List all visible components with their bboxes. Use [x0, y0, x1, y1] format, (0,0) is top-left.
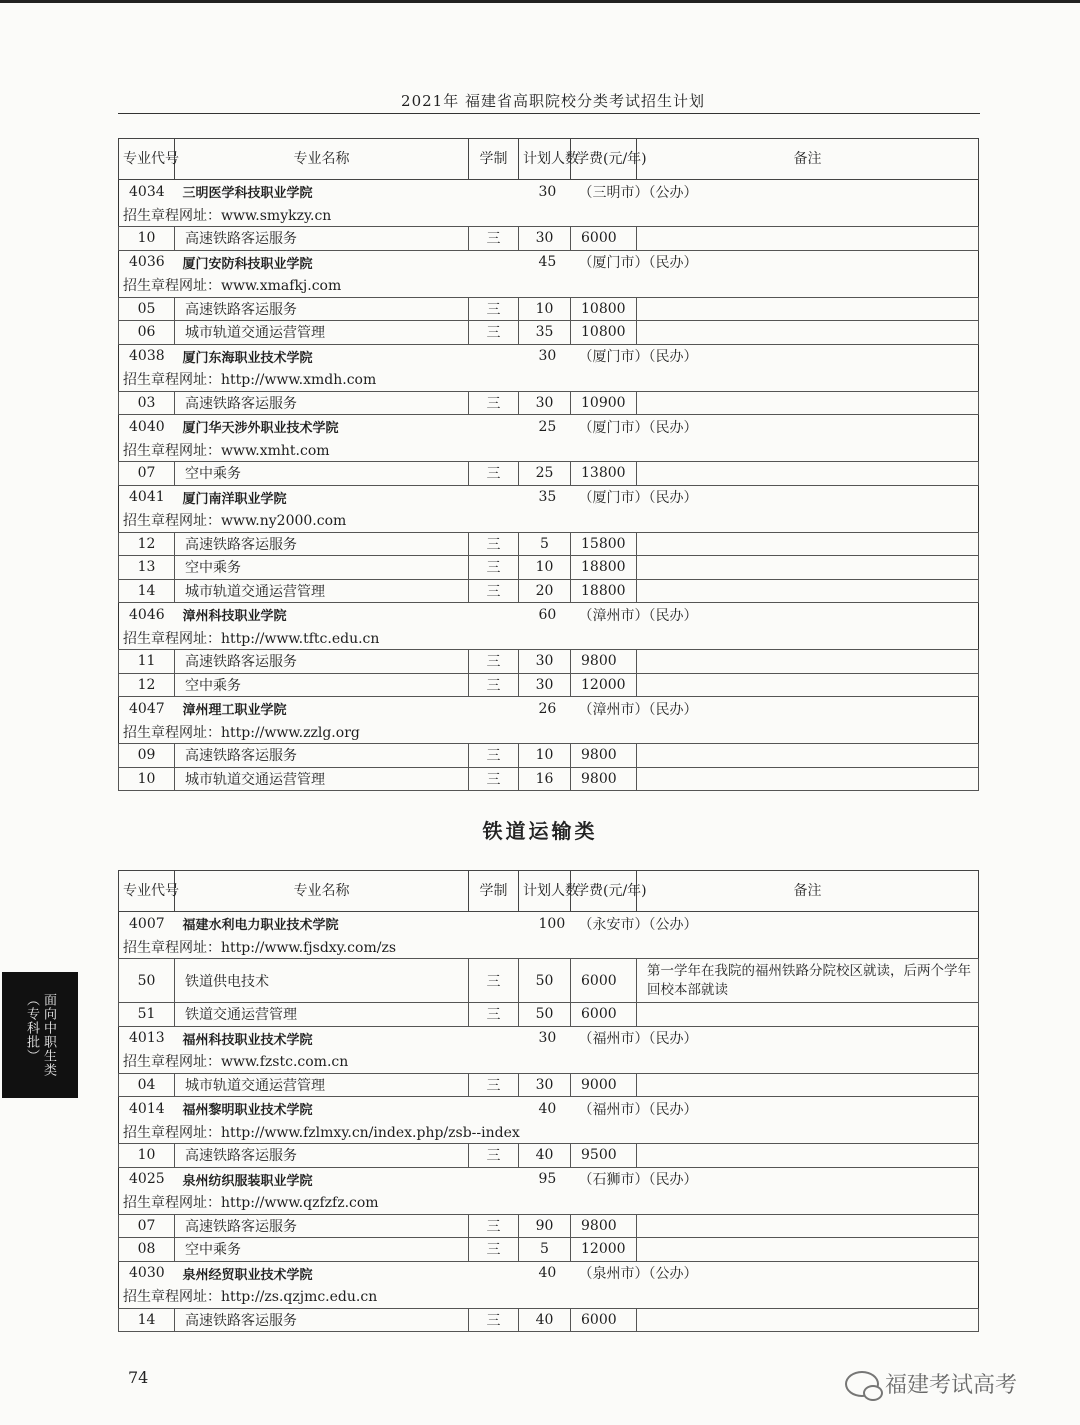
school-code: 4046 — [119, 603, 175, 627]
school-location: （厦门市）（民办） — [571, 415, 979, 439]
major-years: 三 — [469, 1308, 519, 1332]
school-row — [119, 697, 979, 721]
school-url-row — [119, 1285, 979, 1309]
major-code: 04 — [119, 1073, 175, 1097]
major-row — [119, 556, 979, 580]
watermark — [845, 1368, 1017, 1399]
major-years: 三 — [469, 673, 519, 697]
major-plan: 5 — [519, 1238, 571, 1262]
major-fee: 9500 — [571, 1144, 637, 1168]
major-note — [637, 1144, 979, 1168]
major-years: 三 — [469, 1144, 519, 1168]
major-row — [119, 959, 979, 1003]
wechat-icon — [845, 1371, 879, 1397]
url-link[interactable]: www.xmht.com — [221, 442, 330, 459]
major-years: 三 — [469, 1238, 519, 1262]
major-code: 06 — [119, 321, 175, 345]
table-header-row — [119, 139, 979, 180]
major-note — [637, 391, 979, 415]
school-location: （三明市）（公办） — [571, 180, 979, 204]
major-note: 第一学年在我院的福州铁路分院校区就读，后两个学年回校本部就读 — [637, 959, 979, 1003]
major-plan: 40 — [519, 1308, 571, 1332]
major-years: 三 — [469, 744, 519, 768]
major-years: 三 — [469, 1214, 519, 1238]
major-row — [119, 1073, 979, 1097]
major-code: 10 — [119, 1144, 175, 1168]
major-code: 12 — [119, 673, 175, 697]
school-url — [119, 368, 979, 392]
major-name: 空中乘务 — [175, 673, 469, 697]
url-label: 招生章程网址： — [123, 278, 221, 294]
school-location: （福州市）（民办） — [571, 1026, 979, 1050]
major-name: 高速铁路客运服务 — [175, 1214, 469, 1238]
major-note — [637, 673, 979, 697]
col-years: 学制 — [469, 139, 519, 180]
major-years: 三 — [469, 556, 519, 580]
major-plan: 30 — [519, 673, 571, 697]
col-fee: 学费(元/年) — [571, 871, 637, 912]
major-row — [119, 1003, 979, 1027]
school-location: （漳州市）（民办） — [571, 603, 979, 627]
major-plan: 20 — [519, 579, 571, 603]
major-name: 高速铁路客运服务 — [175, 532, 469, 556]
major-code: 07 — [119, 1214, 175, 1238]
col-plan: 计划人数 — [519, 139, 571, 180]
major-row — [119, 744, 979, 768]
running-head: 2021年 福建省高职院校分类考试招生计划 — [401, 92, 705, 110]
major-note — [637, 321, 979, 345]
major-note — [637, 650, 979, 674]
school-name: 泉州纺织服装职业学院 — [175, 1167, 469, 1191]
major-row — [119, 1144, 979, 1168]
col-code: 专业代号 — [119, 871, 175, 912]
school-url — [119, 720, 979, 744]
school-url-row — [119, 509, 979, 533]
major-row — [119, 297, 979, 321]
school-url-row — [119, 720, 979, 744]
major-name: 空中乘务 — [175, 556, 469, 580]
col-name: 专业名称 — [175, 139, 469, 180]
school-name: 厦门南洋职业学院 — [175, 485, 469, 509]
major-note — [637, 556, 979, 580]
major-row — [119, 767, 979, 791]
enrollment-table-2 — [118, 870, 979, 1332]
major-row — [119, 227, 979, 251]
major-plan: 30 — [519, 391, 571, 415]
major-name: 高速铁路客运服务 — [175, 297, 469, 321]
major-fee: 10900 — [571, 391, 637, 415]
major-code: 51 — [119, 1003, 175, 1027]
major-plan: 5 — [519, 532, 571, 556]
major-years: 三 — [469, 391, 519, 415]
school-blank — [469, 1261, 519, 1285]
major-name: 城市轨道交通运营管理 — [175, 321, 469, 345]
school-plan: 60 — [519, 603, 571, 627]
url-label: 招生章程网址： — [123, 1289, 221, 1305]
major-years: 三 — [469, 1003, 519, 1027]
major-code: 14 — [119, 1308, 175, 1332]
school-blank — [469, 912, 519, 936]
major-fee: 9800 — [571, 744, 637, 768]
school-url — [119, 1050, 979, 1074]
school-blank — [469, 697, 519, 721]
url-label: 招生章程网址： — [123, 442, 221, 459]
col-fee: 学费(元/年) — [571, 139, 637, 180]
major-row — [119, 1238, 979, 1262]
major-code: 03 — [119, 391, 175, 415]
major-name: 城市轨道交通运营管理 — [175, 1073, 469, 1097]
school-blank — [469, 1167, 519, 1191]
major-code: 10 — [119, 227, 175, 251]
school-location: （厦门市）（民办） — [571, 344, 979, 368]
url-link[interactable]: http://www.fzlmxy.cn/index.php/zsb--index — [221, 1124, 520, 1141]
school-location: （石狮市）（民办） — [571, 1167, 979, 1191]
school-code: 4025 — [119, 1167, 175, 1191]
school-name: 泉州经贸职业技术学院 — [175, 1261, 469, 1285]
major-note — [637, 297, 979, 321]
school-name: 福州科技职业技术学院 — [175, 1026, 469, 1050]
major-name: 空中乘务 — [175, 462, 469, 486]
school-url-row — [119, 626, 979, 650]
major-note — [637, 1214, 979, 1238]
school-plan: 30 — [519, 1026, 571, 1050]
url-label: 招生章程网址： — [123, 1124, 221, 1141]
major-plan: 25 — [519, 462, 571, 486]
school-row — [119, 180, 979, 204]
school-url — [119, 1120, 979, 1144]
major-code: 11 — [119, 650, 175, 674]
major-fee: 13800 — [571, 462, 637, 486]
major-fee: 9800 — [571, 650, 637, 674]
major-fee: 9800 — [571, 767, 637, 791]
major-code: 50 — [119, 959, 175, 1003]
school-name: 福建水利电力职业技术学院 — [175, 912, 469, 936]
enrollment-table-1 — [118, 138, 979, 791]
school-name: 福州黎明职业技术学院 — [175, 1097, 469, 1121]
school-blank — [469, 250, 519, 274]
school-location: （永安市）（公办） — [571, 912, 979, 936]
school-url — [119, 438, 979, 462]
major-name: 空中乘务 — [175, 1238, 469, 1262]
major-row — [119, 321, 979, 345]
major-plan: 30 — [519, 227, 571, 251]
school-blank — [469, 344, 519, 368]
url-link[interactable]: www.fzstc.com.cn — [221, 1054, 349, 1070]
school-url-row — [119, 368, 979, 392]
major-fee: 9000 — [571, 1073, 637, 1097]
table-header-row — [119, 871, 979, 912]
major-code: 14 — [119, 579, 175, 603]
url-link[interactable]: http://www.xmdh.com — [221, 372, 377, 388]
school-plan: 30 — [519, 344, 571, 368]
major-plan: 90 — [519, 1214, 571, 1238]
major-note — [637, 579, 979, 603]
school-code: 4041 — [119, 485, 175, 509]
school-location: （泉州市）（公办） — [571, 1261, 979, 1285]
side-tab-line2: （专科批） — [24, 993, 39, 1063]
major-note — [637, 1238, 979, 1262]
major-row — [119, 650, 979, 674]
major-plan: 50 — [519, 1003, 571, 1027]
school-code: 4030 — [119, 1261, 175, 1285]
major-code: 05 — [119, 297, 175, 321]
school-location: （厦门市）（民办） — [571, 250, 979, 274]
school-blank — [469, 1026, 519, 1050]
school-name: 漳州理工职业学院 — [175, 697, 469, 721]
school-code: 4007 — [119, 912, 175, 936]
col-code: 专业代号 — [119, 139, 175, 180]
major-row — [119, 391, 979, 415]
major-years: 三 — [469, 532, 519, 556]
major-fee: 6000 — [571, 959, 637, 1003]
school-location: （福州市）（民办） — [571, 1097, 979, 1121]
school-url-row — [119, 203, 979, 227]
school-url — [119, 626, 979, 650]
school-url-row — [119, 1050, 979, 1074]
school-url-row — [119, 274, 979, 298]
school-name: 漳州科技职业学院 — [175, 603, 469, 627]
school-location: （厦门市）（民办） — [571, 485, 979, 509]
major-name: 高速铁路客运服务 — [175, 1144, 469, 1168]
major-row — [119, 579, 979, 603]
major-name: 高速铁路客运服务 — [175, 744, 469, 768]
school-row — [119, 1026, 979, 1050]
major-fee: 18800 — [571, 556, 637, 580]
school-url-row — [119, 935, 979, 959]
top-rule — [0, 0, 1080, 3]
major-fee: 12000 — [571, 673, 637, 697]
school-url-row — [119, 1191, 979, 1215]
major-plan: 10 — [519, 297, 571, 321]
major-years: 三 — [469, 650, 519, 674]
major-code: 10 — [119, 767, 175, 791]
major-note — [637, 1308, 979, 1332]
major-fee: 9800 — [571, 1214, 637, 1238]
url-link[interactable]: http://www.qzfzfz.com — [221, 1195, 379, 1211]
major-plan: 30 — [519, 1073, 571, 1097]
major-fee: 10800 — [571, 321, 637, 345]
url-label: 招生章程网址： — [123, 372, 221, 388]
major-fee: 6000 — [571, 1308, 637, 1332]
table-body — [119, 912, 979, 1332]
url-link[interactable]: http://zs.qzjmc.edu.cn — [221, 1289, 378, 1305]
url-label: 招生章程网址： — [123, 207, 221, 224]
col-note: 备注 — [637, 139, 979, 180]
school-plan: 40 — [519, 1261, 571, 1285]
school-plan: 95 — [519, 1167, 571, 1191]
url-label: 招生章程网址： — [123, 1195, 221, 1211]
school-code: 4014 — [119, 1097, 175, 1121]
major-note — [637, 767, 979, 791]
school-row — [119, 344, 979, 368]
url-link[interactable]: www.smykzy.cn — [221, 207, 332, 224]
school-row — [119, 415, 979, 439]
major-row — [119, 673, 979, 697]
url-link[interactable]: http://www.zzlg.org — [221, 724, 360, 741]
major-name: 高速铁路客运服务 — [175, 650, 469, 674]
school-url-row — [119, 438, 979, 462]
major-name: 城市轨道交通运营管理 — [175, 579, 469, 603]
school-code: 4034 — [119, 180, 175, 204]
url-label: 招生章程网址： — [123, 939, 221, 956]
url-link[interactable]: www.xmafkj.com — [221, 278, 342, 294]
table-body — [119, 180, 979, 791]
major-name: 高速铁路客运服务 — [175, 1308, 469, 1332]
school-plan: 100 — [519, 912, 571, 936]
school-blank — [469, 485, 519, 509]
major-name: 铁道供电技术 — [175, 959, 469, 1003]
school-plan: 35 — [519, 485, 571, 509]
major-row — [119, 1308, 979, 1332]
major-row — [119, 532, 979, 556]
major-years: 三 — [469, 1073, 519, 1097]
major-plan: 16 — [519, 767, 571, 791]
school-row — [119, 912, 979, 936]
major-years: 三 — [469, 579, 519, 603]
url-link[interactable]: www.ny2000.com — [221, 513, 347, 529]
watermark-text: 福建考试高考 — [885, 1373, 1018, 1398]
school-location: （漳州市）（民办） — [571, 697, 979, 721]
major-plan: 10 — [519, 556, 571, 580]
school-blank — [469, 1097, 519, 1121]
col-note: 备注 — [637, 871, 979, 912]
school-blank — [469, 415, 519, 439]
major-plan: 30 — [519, 650, 571, 674]
school-name: 厦门华天涉外职业技术学院 — [175, 415, 469, 439]
major-name: 高速铁路客运服务 — [175, 227, 469, 251]
school-plan: 30 — [519, 180, 571, 204]
major-years: 三 — [469, 959, 519, 1003]
school-url-row — [119, 1120, 979, 1144]
major-years: 三 — [469, 767, 519, 791]
side-tab — [2, 972, 78, 1098]
major-note — [637, 462, 979, 486]
col-plan: 计划人数 — [519, 871, 571, 912]
major-code: 08 — [119, 1238, 175, 1262]
major-note — [637, 744, 979, 768]
school-row — [119, 603, 979, 627]
major-plan: 40 — [519, 1144, 571, 1168]
side-tab-line1: 面向中职生类 — [41, 993, 56, 1077]
school-plan: 25 — [519, 415, 571, 439]
school-row — [119, 1261, 979, 1285]
major-years: 三 — [469, 297, 519, 321]
major-name: 铁道交通运营管理 — [175, 1003, 469, 1027]
major-fee: 6000 — [571, 1003, 637, 1027]
school-code: 4036 — [119, 250, 175, 274]
school-url — [119, 935, 979, 959]
major-plan: 10 — [519, 744, 571, 768]
major-code: 12 — [119, 532, 175, 556]
school-plan: 40 — [519, 1097, 571, 1121]
major-fee: 10800 — [571, 297, 637, 321]
school-url — [119, 509, 979, 533]
school-code: 4047 — [119, 697, 175, 721]
major-fee: 15800 — [571, 532, 637, 556]
major-plan: 50 — [519, 959, 571, 1003]
school-url — [119, 1191, 979, 1215]
school-name: 厦门东海职业技术学院 — [175, 344, 469, 368]
major-code: 07 — [119, 462, 175, 486]
school-row — [119, 485, 979, 509]
school-name: 三明医学科技职业学院 — [175, 180, 469, 204]
section-title: 铁道运输类 — [482, 819, 598, 843]
major-years: 三 — [469, 462, 519, 486]
url-label: 招生章程网址： — [123, 513, 221, 529]
major-fee: 18800 — [571, 579, 637, 603]
school-url — [119, 203, 979, 227]
major-code: 13 — [119, 556, 175, 580]
major-note — [637, 532, 979, 556]
major-name: 高速铁路客运服务 — [175, 391, 469, 415]
major-note — [637, 227, 979, 251]
school-url — [119, 1285, 979, 1309]
major-years: 三 — [469, 227, 519, 251]
school-url — [119, 274, 979, 298]
school-row — [119, 250, 979, 274]
col-years: 学制 — [469, 871, 519, 912]
major-plan: 35 — [519, 321, 571, 345]
url-label: 招生章程网址： — [123, 724, 221, 741]
school-blank — [469, 180, 519, 204]
header-rule — [118, 113, 980, 114]
major-years: 三 — [469, 321, 519, 345]
school-blank — [469, 603, 519, 627]
url-link[interactable]: http://www.fjsdxy.com/zs — [221, 939, 397, 956]
col-name: 专业名称 — [175, 871, 469, 912]
major-row — [119, 1214, 979, 1238]
school-plan: 45 — [519, 250, 571, 274]
school-code: 4040 — [119, 415, 175, 439]
page-number: 74 — [128, 1368, 149, 1387]
url-label: 招生章程网址： — [123, 1054, 221, 1070]
school-plan: 26 — [519, 697, 571, 721]
major-fee: 12000 — [571, 1238, 637, 1262]
url-link[interactable]: http://www.tftc.edu.cn — [221, 630, 380, 647]
school-code: 4038 — [119, 344, 175, 368]
major-code: 09 — [119, 744, 175, 768]
school-row — [119, 1167, 979, 1191]
url-label: 招生章程网址： — [123, 630, 221, 647]
major-row — [119, 462, 979, 486]
major-note — [637, 1003, 979, 1027]
school-name: 厦门安防科技职业学院 — [175, 250, 469, 274]
school-row — [119, 1097, 979, 1121]
major-note — [637, 1073, 979, 1097]
major-name: 城市轨道交通运营管理 — [175, 767, 469, 791]
major-fee: 6000 — [571, 227, 637, 251]
school-code: 4013 — [119, 1026, 175, 1050]
